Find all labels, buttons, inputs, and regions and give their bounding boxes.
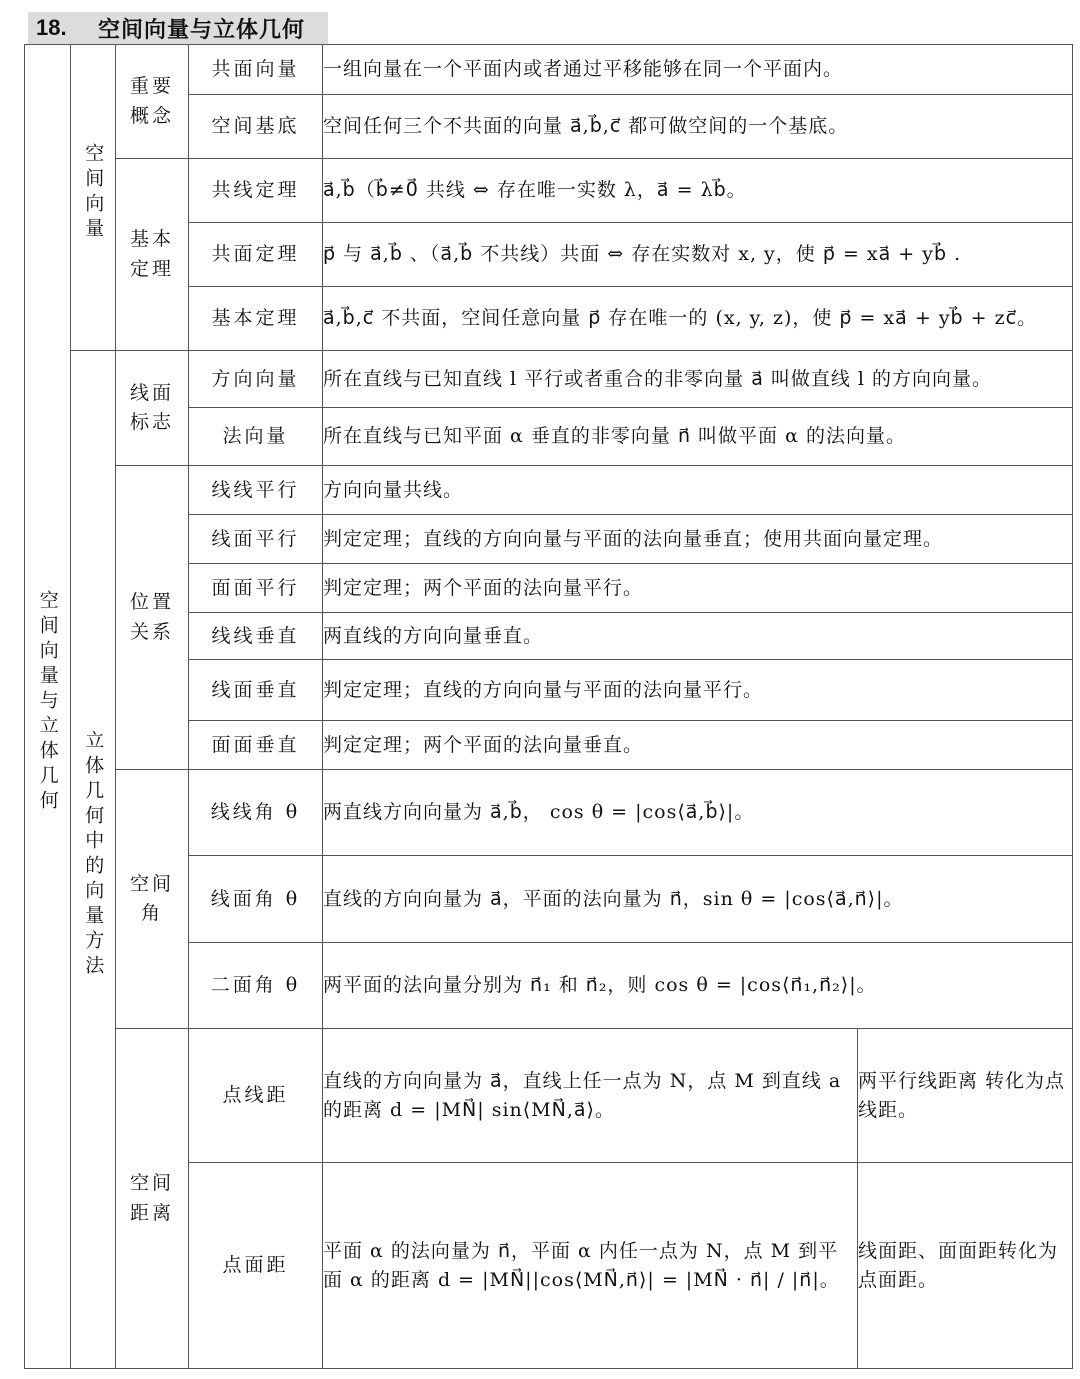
content-cell: 判定定理；两个平面的法向量平行。	[323, 564, 1073, 613]
content-cell: p⃗ 与 a⃗,b⃗ 、（a⃗,b⃗ 不共线）共面 ⇔ 存在实数对 x, y，使 p⃗ = xa⃗ + yb⃗ .	[323, 223, 1073, 287]
content-cell: 平面 α 的法向量为 n⃗，平面 α 内任一点为 N，点 M 到平面 α 的距离 d = |MN⃗||cos⟨MN⃗,n⃗⟩| = |MN⃗ · n⃗| / |n⃗|。	[323, 1163, 858, 1369]
category-label: 线面标志	[116, 351, 189, 466]
term-cell: 共线定理	[189, 159, 323, 223]
term-cell: 点线距	[189, 1029, 323, 1163]
content-cell: 判定定理；两个平面的法向量垂直。	[323, 721, 1073, 770]
group-label-space-vector: 空间向量	[71, 45, 116, 351]
term-cell: 线线垂直	[189, 613, 323, 660]
content-cell: 直线的方向向量为 a⃗，平面的法向量为 n⃗，sin θ = |cos⟨a⃗,n⃗⟩|。	[323, 856, 1073, 943]
term-cell: 线面角 θ	[189, 856, 323, 943]
term-cell: 点面距	[189, 1163, 323, 1369]
group-label-vector-method: 立体几何中的向量方法	[71, 351, 116, 1369]
note-cell: 两平行线距离 转化为点线距。	[858, 1029, 1073, 1163]
content-cell: a⃗,b⃗（b⃗≠0⃗ 共线 ⇔ 存在唯一实数 λ，a⃗ = λb⃗。	[323, 159, 1073, 223]
content-cell: 所在直线与已知直线 l 平行或者重合的非零向量 a⃗ 叫做直线 l 的方向向量。	[323, 351, 1073, 408]
content-cell: 判定定理；直线的方向向量与平面的法向量垂直；使用共面向量定理。	[323, 515, 1073, 564]
section-title-bar	[28, 12, 328, 44]
term-cell: 基本定理	[189, 287, 323, 351]
term-cell: 法向量	[189, 408, 323, 466]
term-cell: 线线平行	[189, 466, 323, 515]
knowledge-table	[24, 44, 1073, 1369]
left-vertical-label: 空间向量与立体几何	[25, 45, 71, 1369]
term-cell: 空间基底	[189, 95, 323, 159]
category-label: 基本定理	[116, 159, 189, 351]
content-cell: 方向向量共线。	[323, 466, 1073, 515]
term-cell: 线面垂直	[189, 660, 323, 721]
category-label: 空间角	[116, 770, 189, 1029]
section-number: 18.	[36, 15, 67, 40]
content-cell: 两直线方向向量为 a⃗,b⃗， cos θ = |cos⟨a⃗,b⃗⟩|。	[323, 770, 1073, 856]
category-label: 空间距离	[116, 1029, 189, 1369]
content-cell: 两平面的法向量分别为 n⃗₁ 和 n⃗₂，则 cos θ = |cos⟨n⃗₁,n⃗₂⟩|。	[323, 943, 1073, 1029]
term-cell: 面面平行	[189, 564, 323, 613]
term-cell: 线面平行	[189, 515, 323, 564]
term-cell: 线线角 θ	[189, 770, 323, 856]
section-title: 空间向量与立体几何	[98, 17, 306, 43]
content-cell: 空间任何三个不共面的向量 a⃗,b⃗,c⃗ 都可做空间的一个基底。	[323, 95, 1073, 159]
content-cell: 直线的方向向量为 a⃗，直线上任一点为 N，点 M 到直线 a 的距离 d = |MN⃗| sin⟨MN⃗,a⃗⟩。	[323, 1029, 858, 1163]
content-cell: 判定定理；直线的方向向量与平面的法向量平行。	[323, 660, 1073, 721]
note-cell: 线面距、面面距转化为点面距。	[858, 1163, 1073, 1369]
term-cell: 二面角 θ	[189, 943, 323, 1029]
term-cell: 方向向量	[189, 351, 323, 408]
content-cell: 所在直线与已知平面 α 垂直的非零向量 n⃗ 叫做平面 α 的法向量。	[323, 408, 1073, 466]
term-cell: 共面定理	[189, 223, 323, 287]
content-cell: a⃗,b⃗,c⃗ 不共面，空间任意向量 p⃗ 存在唯一的 (x, y, z)，使 p⃗ = xa⃗ + yb⃗ + zc⃗。	[323, 287, 1073, 351]
content-cell: 两直线的方向向量垂直。	[323, 613, 1073, 660]
content-cell: 一组向量在一个平面内或者通过平移能够在同一个平面内。	[323, 45, 1073, 95]
category-label: 位置关系	[116, 466, 189, 770]
term-cell: 面面垂直	[189, 721, 323, 770]
term-cell: 共面向量	[189, 45, 323, 95]
category-label: 重要概念	[116, 45, 189, 159]
